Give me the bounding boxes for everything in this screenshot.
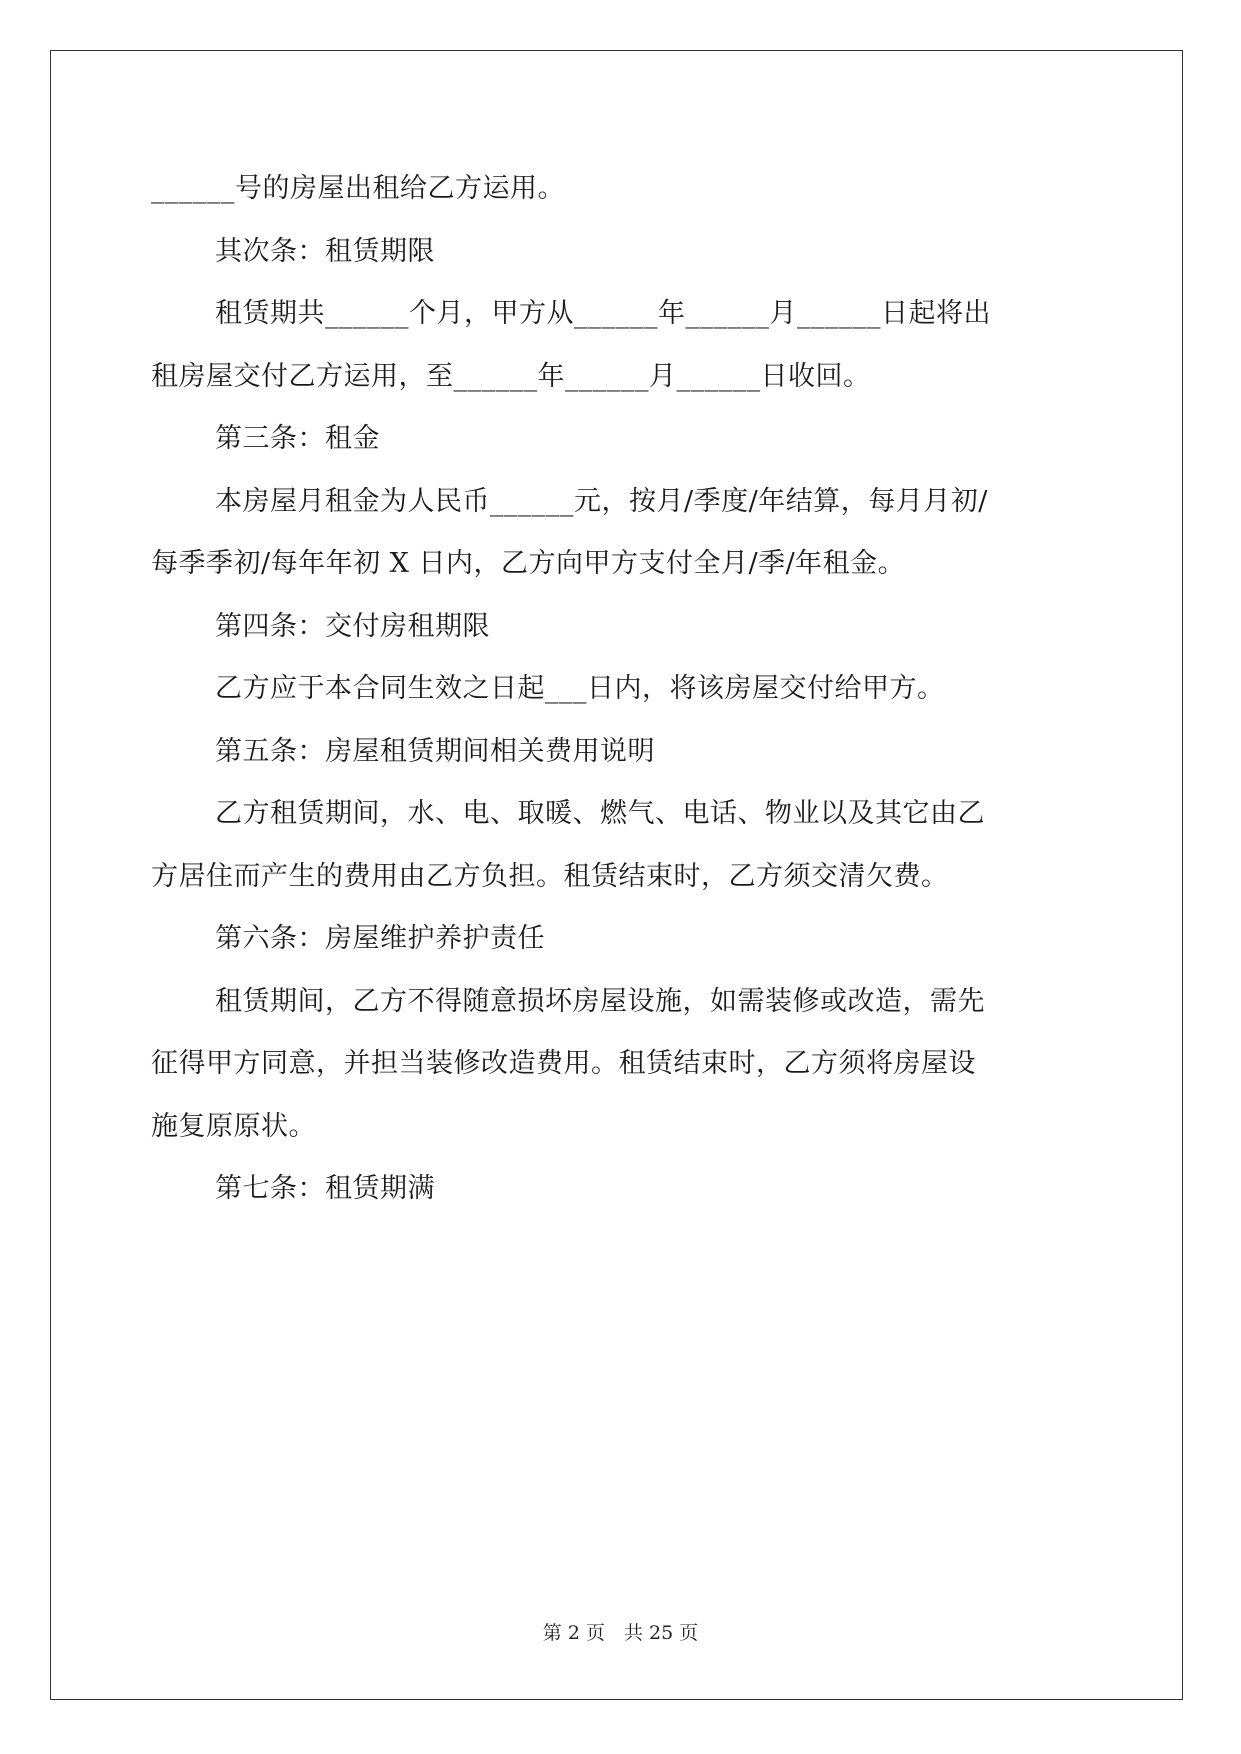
text-line: ______号的房屋出租给乙方运用。	[151, 173, 565, 204]
text-line: 租赁期间，乙方不得随意损坏房屋设施，如需装修或改造，需先	[215, 985, 985, 1017]
text-line: 方居住而产生的费用由乙方负担。租赁结束时，乙方须交清欠费。	[151, 860, 949, 892]
section-heading-5: 第五条：房屋租赁期间相关费用说明	[215, 735, 655, 767]
text-line: 租房屋交付乙方运用，至______年______月______日收回。	[151, 360, 871, 392]
text-line: 乙方租赁期间，水、电、取暖、燃气、电话、物业以及其它由乙	[215, 798, 985, 829]
text-line: 施复原原状。	[151, 1110, 316, 1142]
page-number: 第 2 页 共 25 页	[542, 1622, 699, 1644]
section-heading-7: 第七条：租赁期满	[215, 1173, 435, 1204]
text-line: 每季季初/每年年初 X 日内，乙方向甲方支付全月/季/年租金。	[151, 548, 906, 579]
section-heading-3: 第三条：租金	[215, 423, 380, 454]
section-heading-4: 第四条：交付房租期限	[215, 610, 490, 642]
section-heading-6: 第六条：房屋维护养护责任	[215, 923, 545, 954]
text-line: 征得甲方同意，并担当装修改造费用。租赁结束时，乙方须将房屋设	[151, 1048, 976, 1079]
section-heading-2: 其次条：租赁期限	[215, 235, 435, 267]
document-body	[151, 158, 1091, 1221]
text-line: 本房屋月租金为人民币______元，按月/季度/年结算，每月月初/	[215, 485, 988, 517]
text-line: 乙方应于本合同生效之日起___日内，将该房屋交付给甲方。	[215, 673, 945, 704]
text-line: 租赁期共______个月，甲方从______年______月______日起将出	[215, 298, 991, 329]
